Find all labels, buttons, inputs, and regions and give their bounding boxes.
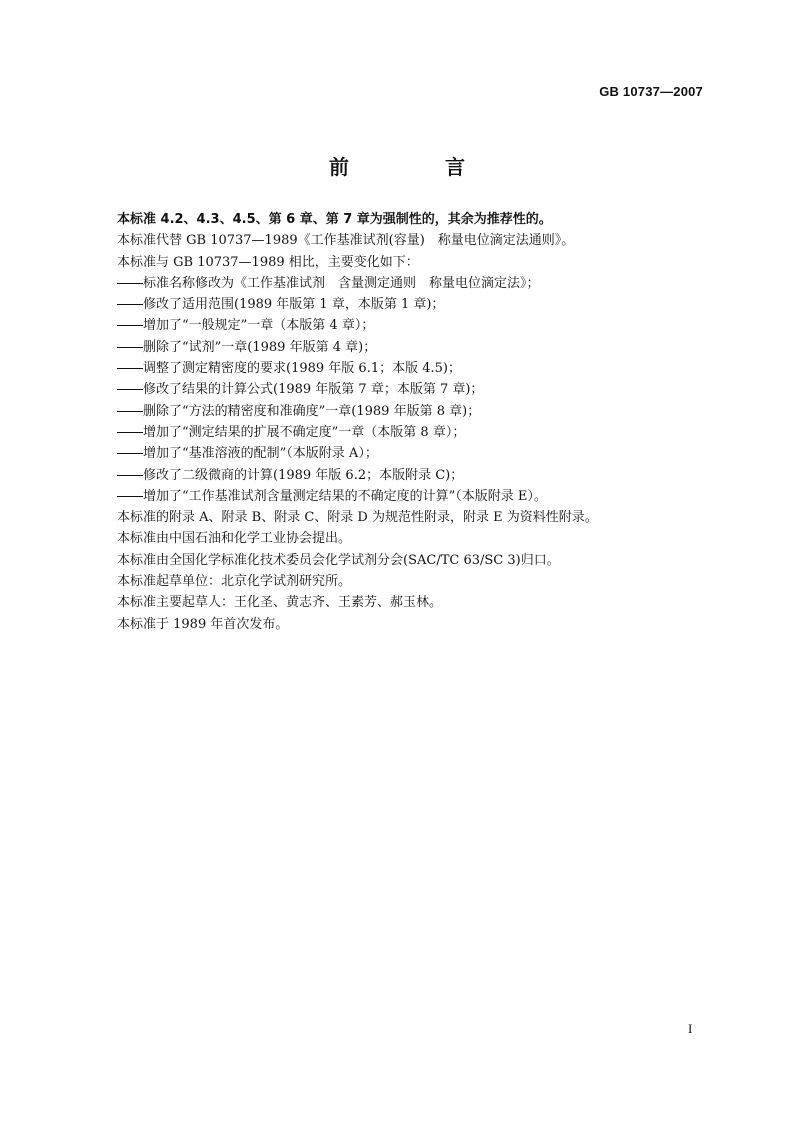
change-item <box>117 315 717 336</box>
change-item-text: 增加了“测定结果的扩展不确定度”一章（本版第 8 章）； <box>143 424 466 440</box>
change-item-text: 调整了测定精密度的要求(1989 年版 6.1；本版 4.5)； <box>143 361 461 377</box>
dash-icon <box>117 469 143 482</box>
change-item-text: 增加了“工作基准试剂含量测定结果的不确定度的计算”（本版附录 E）。 <box>143 488 547 504</box>
drafting-unit-statement: 本标准起草单位：北京化学试剂研究所。 <box>117 574 352 590</box>
change-item <box>117 443 717 464</box>
change-item-text: 增加了“一般规定”一章（本版第 4 章）； <box>143 318 375 334</box>
dash-icon <box>117 426 143 439</box>
replacement-statement: 本标准代替 GB 10737—1989《工作基准试剂(容量) 称量电位滴定法通则》。 <box>117 233 575 249</box>
committee-statement: 本标准由全国化学标准化技术委员会化学试剂分会(SAC/TC 63/SC 3)归口。 <box>117 552 560 568</box>
dash-icon <box>117 447 143 460</box>
dash-icon <box>117 298 143 311</box>
proposer-statement: 本标准由中国石油和化学工业协会提出。 <box>117 531 352 547</box>
page-title: 前 言 <box>329 155 503 179</box>
dash-icon <box>117 490 143 503</box>
page-number: I <box>688 1021 693 1036</box>
dash-icon <box>117 362 143 375</box>
change-item <box>117 465 717 486</box>
change-item-text: 删除了“方法的精密度和准确度”一章(1989 年版第 8 章)； <box>143 403 481 419</box>
mandatory-clause-statement: 本标准 4.2、4.3、4.5、第 6 章、第 7 章为强制性的，其余为推荐性的。 <box>117 212 552 227</box>
change-item-text: 删除了“试剂”一章(1989 年版第 4 章)； <box>143 339 377 355</box>
dash-icon <box>117 383 143 396</box>
change-item-text: 修改了结果的计算公式(1989 年版第 7 章；本版第 7 章)； <box>143 382 484 398</box>
standard-code: GB 10737—2007 <box>599 84 703 99</box>
change-item <box>117 294 717 315</box>
changes-intro: 本标准与 GB 10737—1989 相比，主要变化如下： <box>117 254 419 270</box>
dash-icon <box>117 405 143 418</box>
change-item-text: 增加了“基准溶液的配制”（本版附录 A）； <box>143 446 378 462</box>
drafters-statement: 本标准主要起草人：王化圣、黄志齐、王素芳、郝玉林。 <box>117 595 443 611</box>
dash-icon <box>117 341 143 354</box>
annex-statement: 本标准的附录 A、附录 B、附录 C、附录 D 为规范性附录，附录 E 为资料性附录。 <box>117 510 598 526</box>
change-item-text: 修改了二级微商的计算(1989 年版 6.2；本版附录 C)； <box>143 467 464 483</box>
change-item <box>117 337 717 358</box>
dash-icon <box>117 319 143 332</box>
change-item-text: 修改了适用范围(1989 年版第 1 章，本版第 1 章)； <box>143 297 445 313</box>
foreword-body <box>117 209 717 635</box>
change-item-text: 标准名称修改为《工作基准试剂 含量测定通则 称量电位滴定法》； <box>143 275 540 291</box>
first-issue-statement: 本标准于 1989 年首次发布。 <box>117 616 289 632</box>
change-item <box>117 379 717 400</box>
change-item <box>117 401 717 422</box>
change-item <box>117 486 717 507</box>
dash-icon <box>117 277 143 290</box>
change-item <box>117 422 717 443</box>
change-item <box>117 273 717 294</box>
change-item <box>117 358 717 379</box>
